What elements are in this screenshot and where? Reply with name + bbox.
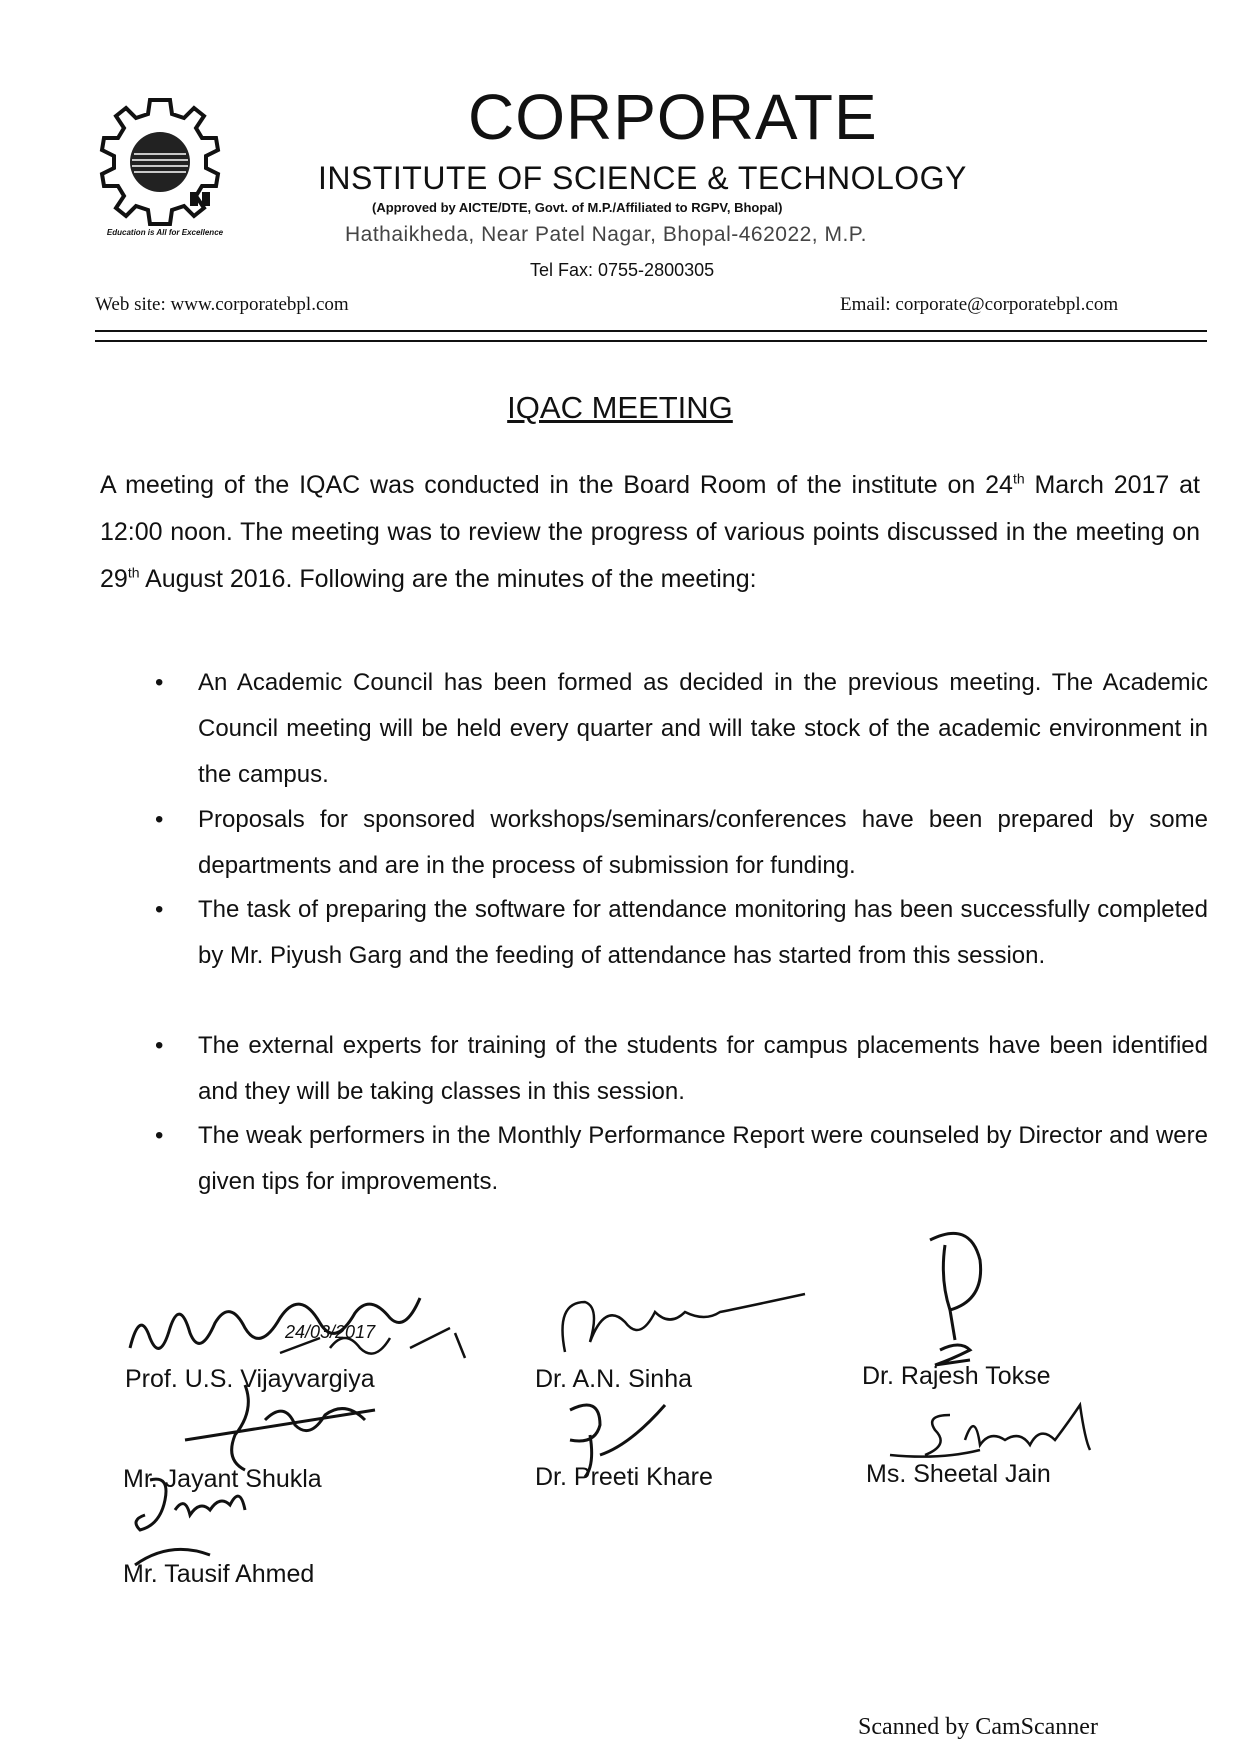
signatory-sinha: Dr. A.N. Sinha: [535, 1365, 693, 1393]
signatory-ahmed: Mr. Tausif Ahmed: [123, 1560, 315, 1588]
institute-logo: [90, 92, 230, 232]
logo-tagline: Education is All for Excellence: [106, 228, 224, 237]
minutes-item-text: Proposals for sponsored workshops/seminars/conferences have been prepared by some departments and are in the process of submission for funding.: [198, 806, 1208, 879]
signature-shukla: [175, 1380, 405, 1475]
signature-date: 24/03/2017: [285, 1322, 376, 1342]
header-divider-bottom: [95, 340, 1207, 342]
signatory-vijayvargiya: Prof. U.S. Vijayvargiya: [125, 1365, 375, 1393]
intro-sup-2: th: [127, 564, 140, 581]
bullet-icon: •: [155, 669, 164, 696]
institute-subtitle: INSTITUTE OF SCIENCE & TECHNOLOGY: [318, 160, 967, 196]
intro-sup-1: th: [1012, 470, 1025, 487]
approval-line: (Approved by AICTE/DTE, Govt. of M.P./Affiliated to RGPV, Bhopal): [372, 200, 783, 215]
signatory-shukla: Mr. Jayant Shukla: [123, 1465, 322, 1493]
minutes-item-text: The external experts for training of the students for campus placements have been identified and they will be taking classes in this session.: [198, 1032, 1208, 1105]
website-line: Web site: www.corporatebpl.com: [95, 294, 349, 315]
signature-vijayvargiya: [120, 1268, 490, 1368]
minutes-item-text: An Academic Council has been formed as decided in the previous meeting. The Academic Council meeting will be held every quarter and will take stock of the academic environment in the campus.: [198, 669, 1208, 788]
minutes-item-text: The weak performers in the Monthly Performance Report were counseled by Director and were given tips for improvements.: [198, 1122, 1208, 1195]
bullet-icon: •: [155, 1122, 164, 1149]
signature-tokse: [910, 1220, 1000, 1370]
bullet-icon: •: [155, 1032, 164, 1059]
document-title: IQAC MEETING: [507, 390, 733, 425]
intro-paragraph: [100, 462, 1200, 603]
minutes-item-text: The task of preparing the software for attendance monitoring has been successfully completed by Mr. Piyush Garg and the feeding of attendance has started from this session.: [198, 896, 1208, 969]
signatory-jain: Ms. Sheetal Jain: [866, 1460, 1051, 1488]
institute-name: CORPORATE: [468, 81, 878, 153]
header-divider-top: [95, 330, 1207, 332]
bullet-icon: •: [155, 806, 164, 833]
signatory-tokse: Dr. Rajesh Tokse: [862, 1362, 1051, 1390]
signatory-khare: Dr. Preeti Khare: [535, 1463, 713, 1491]
tel-fax: Tel Fax: 0755-2800305: [530, 260, 715, 280]
scanner-watermark: Scanned by CamScanner: [858, 1714, 1098, 1740]
intro-text-2: March 2017 at 12:00 noon. The meeting was to review the progress of various points discussed in the meeting on 29: [100, 471, 1200, 593]
email-line: Email: corporate@corporatebpl.com: [840, 294, 1119, 315]
bullet-icon: •: [155, 896, 164, 923]
intro-text-1: A meeting of the IQAC was conducted in the Board Room of the institute on 24: [100, 471, 1013, 499]
address-line: Hathaikheda, Near Patel Nagar, Bhopal-462022, M.P.: [345, 223, 867, 246]
intro-text-3: August 2016. Following are the minutes of the meeting:: [139, 565, 757, 593]
signature-sinha: [545, 1282, 815, 1362]
